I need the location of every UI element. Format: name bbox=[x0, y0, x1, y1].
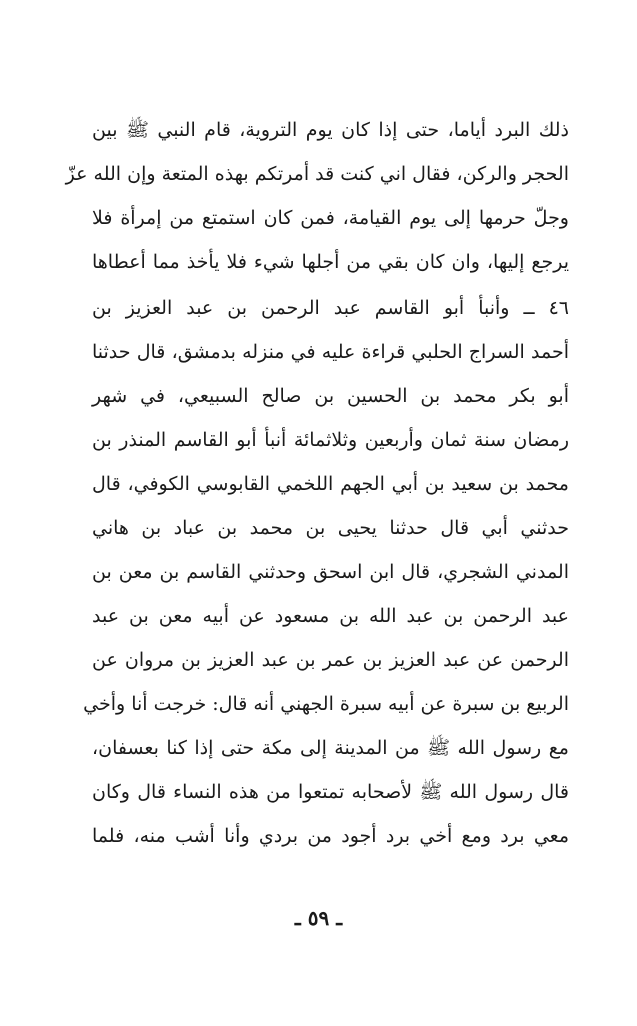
text-line: المدني الشجري، قال ابن اسحق وحدثني القاسم بن معن بن bbox=[92, 561, 569, 583]
text-line: أبو بكر محمد بن الحسين بن صالح السبيعي، في شهر bbox=[92, 385, 569, 407]
text-line: محمد بن سعيد بن أبي الجهم اللخمي القابوسي الكوفي، قال bbox=[92, 473, 569, 495]
text-line: أحمد السراج الحلبي قراءة عليه في منزله بدمشق، قال حدثنا bbox=[92, 341, 569, 363]
text-line: وجلّ حرمها إلى يوم القيامة، فمن كان استمتع من إمرأة فلا bbox=[92, 207, 569, 229]
paragraph-hadith-46 bbox=[83, 286, 569, 858]
text-line: الحجر والركن، فقال اني كنت قد أمرتكم بهذه المتعة وإن الله عزّ bbox=[65, 163, 569, 185]
text-line: ذلك البرد أياما، حتى إذا كان يوم التروية، قام النبي ﷺ بين bbox=[92, 119, 569, 141]
text-line: الربيع بن سبرة عن أبيه سبرة الجهني أنه قال: خرجت أنا وأخي bbox=[83, 693, 569, 715]
page-number: ـ ٥٩ ـ bbox=[294, 906, 343, 930]
text-line: الرحمن عن عبد العزيز بن عمر بن عبد العزيز بن مروان عن bbox=[92, 649, 569, 671]
text-line: عبد الرحمن بن عبد الله بن مسعود عن أبيه معن بن عبد bbox=[92, 605, 569, 627]
text-line: معي برد ومع أخي برد أجود من بردي وأنا أشب منه، فلما bbox=[92, 825, 569, 847]
text-line: يرجع إليها، وان كان بقي من أجلها شيء فلا يأخذ مما أعطاها bbox=[92, 251, 569, 273]
text-line: مع رسول الله ﷺ من المدينة إلى مكة حتى إذا كنا بعسفان، bbox=[92, 737, 569, 759]
paragraph-continuation bbox=[65, 108, 569, 284]
text-line: رمضان سنة ثمان وأربعين وثلاثمائة أنبأ أبو القاسم المنذر بن bbox=[92, 429, 569, 451]
text-line: قال رسول الله ﷺ لأصحابه تمتعوا من هذه النساء قال وكان bbox=[92, 781, 569, 803]
text-line: ٤٦ ــ وأنبأ أبو القاسم عبد الرحمن بن عبد العزيز بن bbox=[92, 297, 569, 319]
text-line: حدثني أبي قال حدثنا يحيى بن محمد بن عباد بن هاني bbox=[92, 517, 569, 539]
